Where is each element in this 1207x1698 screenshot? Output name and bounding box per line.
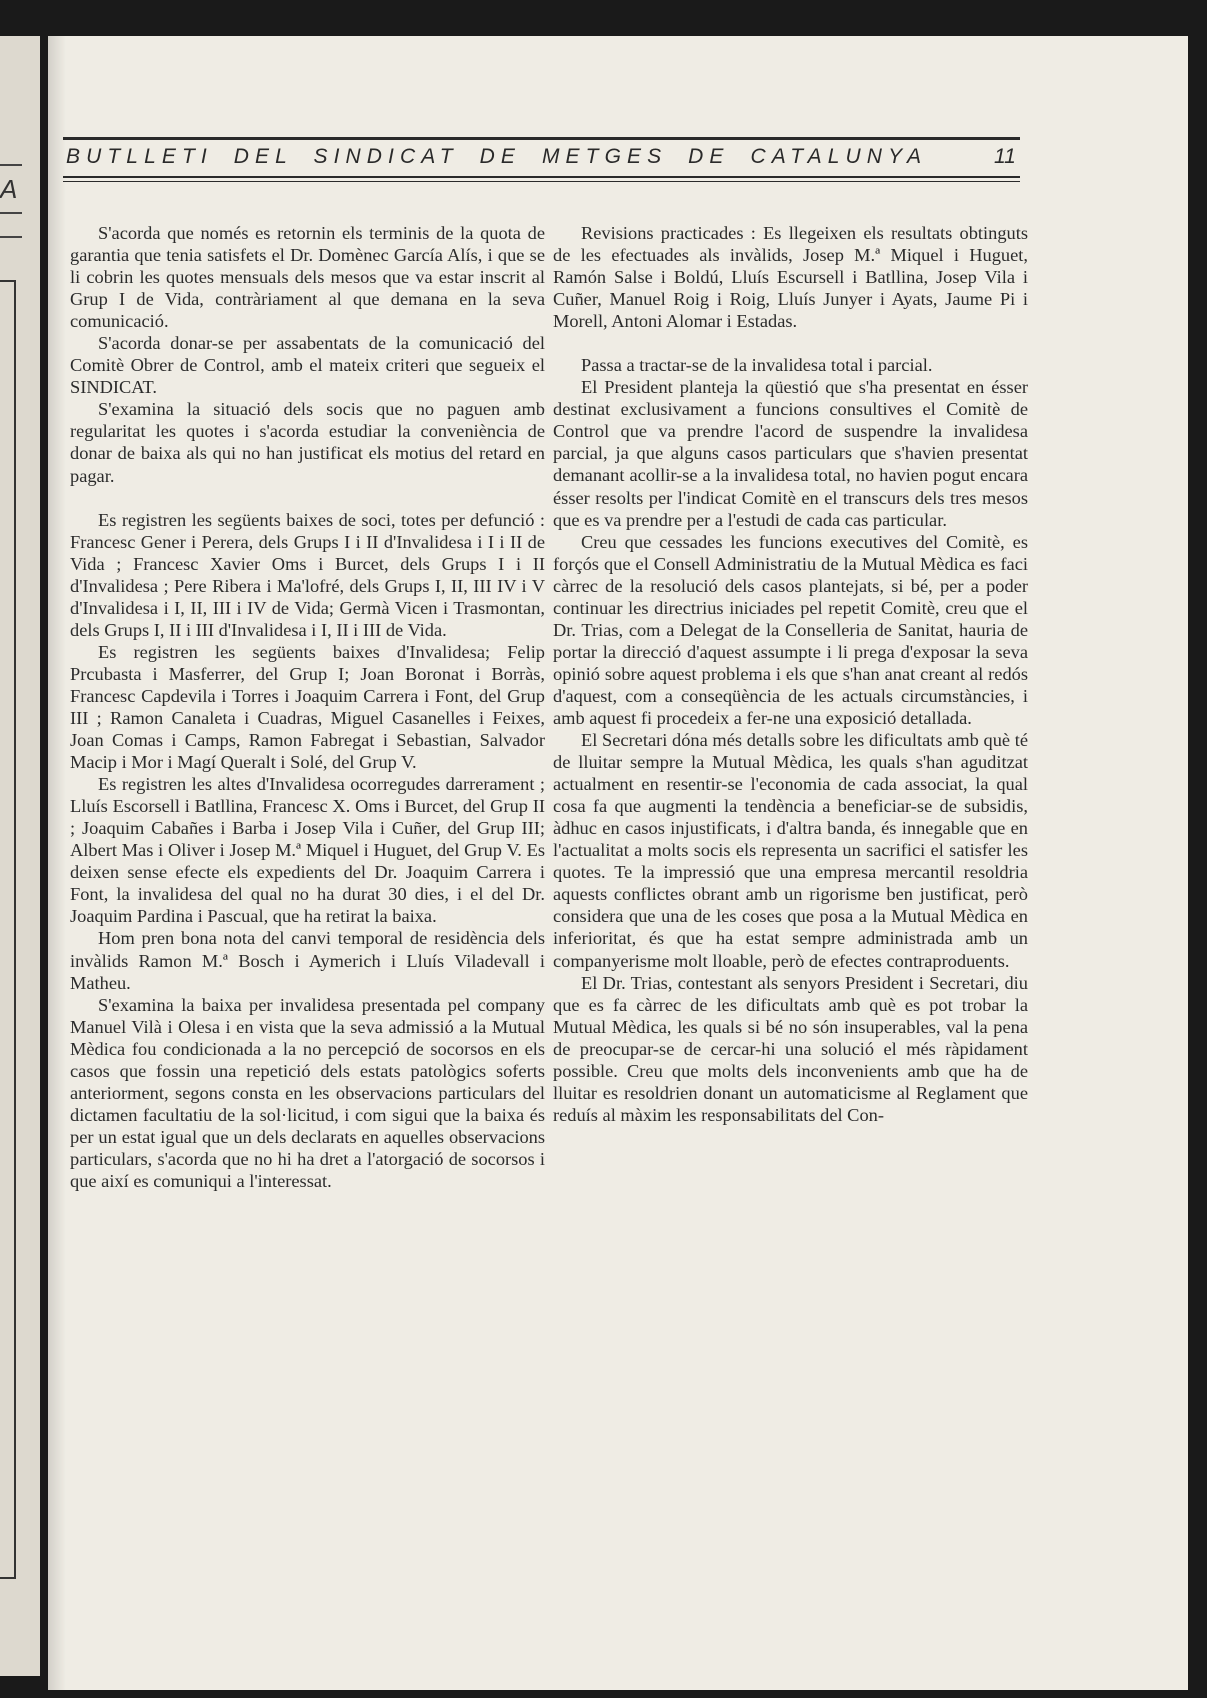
header-rule-bottom (63, 176, 1020, 178)
paragraph: S'examina la situació dels socis que no paguen amb regularitat les quotes i s'acorda estudiar la conveniència de donar de baixa als qui no han justificat els motius del retard en pagar. (70, 399, 545, 486)
paragraph: El President planteja la qüestió que s'ha presentat en ésser destinat exclusivament a funcions consultives el Comitè de Control que va prendre l'acord de suspendre la invalidesa parcial, ja que alguns casos particulars que s'havien presentat demanant acollir-se a la invalidesa total, no havien pogut encara ésser resolts per l'indicat Comitè en el transcurs dels tres mesos que es va prendre per a l'estudi de cada cas particular. (553, 377, 1028, 530)
paragraph: Es registren les següents baixes de soci, totes per defunció : Francesc Gener i Perera, dels Grups I i II d'Invalidesa i I i II de Vida ; Francesc Xavier Oms i Burcet, dels Grups I i II d'Invalidesa ; Pere Ribera i Ma'lofré, dels Grups I, II, III IV i V d'Invalidesa i I, II, III i IV de Vida; Germà Vicen i Trasmontan, dels Grups I, II i III d'Invalidesa i I, II i III de Vida. (70, 509, 545, 640)
header-rule-bottom-thin (63, 181, 1020, 182)
paragraph: El Dr. Trias, contestant als senyors President i Secretari, diu que es fa càrrec de les dificultats amb què es pot trobar la Mutual Mèdica, les quals si bé no són insuperables, val la pena de preocupar-se de cercar-hi una solució el més ràpidament possible. Creu que molts dels inconvenients amb que ha de lluitar es resoldrien donant un automaticisme al Reglament que reduís al màxim les responsabilitats del Con- (553, 972, 1028, 1125)
right-column (553, 222, 1028, 1126)
header-rule-top (63, 137, 1020, 140)
paragraph: S'acorda que només es retornin els terminis de la quota de garantia que tenia satisfets el Dr. Domènec García Alís, i que se li cobrin les quotes mensuals dels mesos que va estar inscrit al Grup I de Vida, contràriament al que demana en la seva comunicació. (70, 223, 545, 332)
paragraph: Creu que cessades les funcions executives del Comitè, es forçós que el Consell Administratiu de la Mutual Mèdica es faci càrrec de la resolució dels casos plantejats, si bé, per a poder continuar les directrius iniciades pel repetit Comitè, creu que el Dr. Trias, com a Delegat de la Conselleria de Sanitat, hauria de portar la direcció d'aquest assumpte i li prega d'exposar la seva opinió sobre aquest problema i els que s'han anat creant al redós d'aquest, com a conseqüència de les actuals circumstàncies, i amb aquest fi procedeix a fer-ne una exposició detallada. (553, 531, 1028, 728)
paragraph: S'acorda donar-se per assabentats de la comunicació del Comitè Obrer de Control, amb el mateix criteri que segueix el SINDICAT. (70, 333, 545, 398)
paragraph: Es registren les següents baixes d'Invalidesa; Felip Prcubasta i Masferrer, del Grup I; Joan Boronat i Borràs, Francesc Capdevila i Torres i Joaquim Carrera i Font, del Grup III ; Ramon Canaleta i Cuadras, Miguel Casanelles i Feixes, Joan Comas i Camps, Ramon Fabregat i Sebastian, Salvador Macip i Mor i Magí Queralt i Solé, del Grup V. (70, 641, 545, 773)
paragraph: El Secretari dóna més detalls sobre les dificultats amb què té de lluitar sempre la Mutual Mèdica, les quals s'han aguditzat actualment en resentir-se l'economia de cada associat, la qual cosa fa que augmenti la tendència a beneficiar-se de subsidis, àdhuc en casos injustificats, i d'altra banda, és innegable que en l'actualitat a molts socis els representa un sacrifici el satisfer les quotes. Te la impressió que una empresa mercantil resoldria aquests conflictes obrant amb un rigorisme ben justificat, però considera que una de les coses que posa a la Mutual Mèdica en inferioritat, és que ha estat sempre administrada amb un companyerisme molt lloable, però de efectes contraproduents. (553, 730, 1028, 971)
paragraph: Es registren les altes d'Invalidesa ocorregudes darrerament ; Lluís Escorsell i Batllina, Francesc X. Oms i Burcet, del Grup II ; Joaquim Cabañes i Barba i Josep Vila i Cuñer, del Grup III; Albert Mas i Oliver i Josep M.ª Miquel i Huguet, del Grup V. Es deixen sense efecte els expedients del Dr. Joaquim Carrera i Font, la invalidesa del qual no ha durat 30 dies, i el del Dr. Joaquim Pardina i Pascual, que ha retirat la baixa. (70, 774, 545, 927)
paragraph: Hom pren bona nota del canvi temporal de residència dels invàlids Ramon M.ª Bosch i Aymerich i Lluís Viladevall i Matheu. (70, 928, 545, 993)
previous-page-rule (0, 212, 22, 214)
journal-page (48, 36, 1188, 1690)
previous-page-frame (0, 280, 16, 1579)
left-column (70, 222, 545, 1192)
previous-page-edge (0, 36, 40, 1676)
paragraph: S'examina la baixa per invalidesa presentada pel company Manuel Vilà i Olesa i en vista que la seva admissió a la Mutual Mèdica fou condicionada a la no percepció de socorsos en els casos que fossin una repetició dels estats patològics soferts anteriorment, segons consta en les observacions particulars del dictamen facultatiu de la sol·licitud, i com sigui que la baixa és per un estat igual que un dels declarats en aquelles observacions particulars, s'acorda que no hi ha dret a l'atorgació de socorsos i que així es comuniqui a l'interessat. (70, 994, 545, 1191)
paragraph: Passa a tractar-se de la invalidesa total i parcial. (581, 355, 933, 376)
paragraph: Revisions practicades : Es llegeixen els resultats obtinguts de les efectuades als invàlids, Josep M.ª Miquel i Huguet, Ramón Salse i Boldú, Lluís Escursell i Batllina, Josep Vila i Cuñer, Manuel Roig i Roig, Lluís Junyer i Ayats, Jaume Pi i Morell, Antoni Alomar i Estadas. (553, 223, 1028, 332)
previous-page-rule (0, 236, 22, 238)
previous-page-rule (0, 164, 22, 166)
previous-page-heading-fragment: A (0, 174, 18, 204)
running-head: BUTLLETI DEL SINDICAT DE METGES DE CATALUNYA (66, 145, 928, 168)
binding-shadow (48, 36, 66, 1690)
page-number: 11 (994, 145, 1016, 168)
